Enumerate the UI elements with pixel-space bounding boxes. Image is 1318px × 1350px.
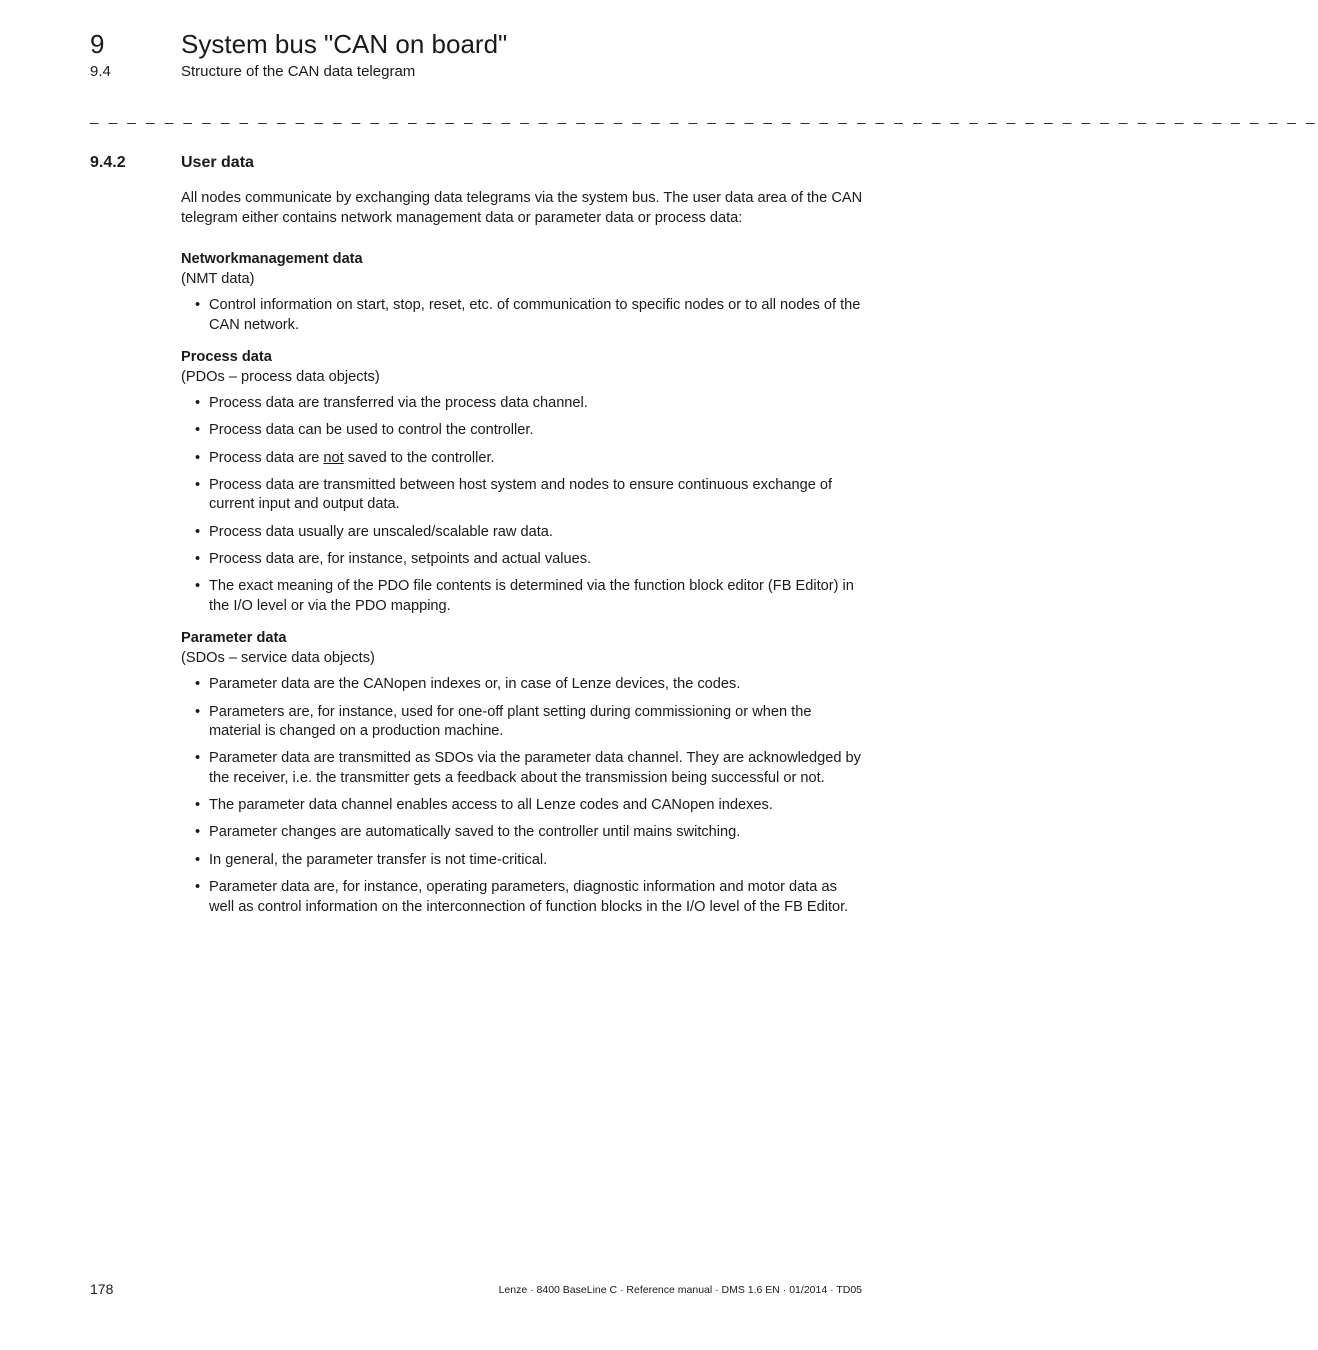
bullet-icon: • [195,297,201,313]
footer-reference: Lenze · 8400 BaseLine C · Reference manual · DMS 1.6 EN · 01/2014 · TD05 [498,1284,862,1296]
intro-paragraph: All nodes communicate by exchanging data telegrams via the system bus. The user data area of the CAN telegram either contains network management data or parameter data or process data: [181,190,863,226]
page-number: 178 [90,1281,114,1297]
bullet-icon: • [195,879,201,896]
nmt-list [181,296,865,335]
parameter-subtitle: (SDOs – service data objects) [181,649,375,666]
list-item: • Process data are transferred via the process data channel. [181,394,865,414]
underlined-emphasis: not [323,449,344,466]
list-item: • Process data can be used to control the controller. [181,421,865,441]
bullet-icon: • [195,676,201,693]
subsection-number: 9.4 [90,63,111,80]
list-item: • Process data are not saved to the controller. [181,449,865,469]
list-item: • Parameter data are, for instance, operating parameters, diagnostic information and motor data as well as control information on the interconnection of function blocks in the I/O level of the FB Editor. [195,879,849,915]
parameter-heading: Parameter data [181,630,287,647]
bullet-icon: • [195,797,201,814]
process-subtitle: (PDOs – process data objects) [181,368,380,385]
bullet-icon: • [195,851,201,868]
process-list [181,394,865,616]
bullet-icon: • [195,578,201,595]
nmt-heading: Networkmanagement data [181,251,363,267]
bullet-icon: • [195,449,201,466]
list-item: • Control information on start, stop, reset, etc. of communication to specific nodes or to all nodes of the CAN network. [195,297,861,333]
chapter-title: System bus "CAN on board" [181,29,508,59]
list-item: • Parameter data are the CANopen indexes or, in case of Lenze devices, the codes. [181,675,865,695]
section-title: User data [181,154,254,171]
list-item: • Process data are transmitted between host system and nodes to ensure continuous exchange of current input and output data. [195,476,833,513]
bullet-icon: • [195,523,201,540]
section-number: 9.4.2 [90,154,126,171]
process-block [181,348,865,616]
list-item: • The parameter data channel enables access to all Lenze codes and CANopen indexes. [181,796,865,816]
list-item: • Parameters are, for instance, used for one-off plant setting during commissioning or when the material is changed on a production machine. [195,703,812,740]
list-item: • Process data usually are unscaled/scalable raw data. [181,523,865,543]
bullet-icon: • [195,422,201,439]
bullet-icon: • [195,476,201,493]
list-item: • Process data are, for instance, setpoints and actual values. [181,550,865,570]
parameter-list [181,675,865,917]
nmt-subtitle: (NMT data) [181,270,255,287]
process-heading: Process data [181,349,272,365]
chapter-number: 9 [90,29,105,59]
bullet-icon: • [195,824,201,841]
bullet-icon: • [195,395,201,411]
parameter-block [181,629,865,917]
bullet-icon: • [195,703,201,720]
list-item: • The exact meaning of the PDO file contents is determined via the function block editor (FB Editor) in the I/O level or via the PDO mapping. [195,578,854,614]
dashed-divider: _ _ _ _ _ _ _ _ _ _ _ _ _ _ _ _ _ _ _ _ _ _ _ _ _ _ _ _ _ _ _ _ _ _ _ _ _ _ _ _ _ _ _ _ _ _ _ _ _ _ _ _ _ _ _ _ _ _ _ _ _ _ _ _ _ _ [90,108,1318,125]
nmt-block [181,250,865,335]
list-item: • In general, the parameter transfer is not time-critical. [181,851,865,871]
bullet-icon: • [195,550,201,567]
body-content [181,189,865,930]
list-item: • Parameter data are transmitted as SDOs via the parameter data channel. They are acknowledged by the receiver, i.e. the transmitter gets a feedback about the transmission being successful or not. [195,750,861,786]
subsection-title: Structure of the CAN data telegram [181,63,416,80]
list-item: • Parameter changes are automatically saved to the controller until mains switching. [181,823,865,843]
bullet-icon: • [195,750,201,767]
